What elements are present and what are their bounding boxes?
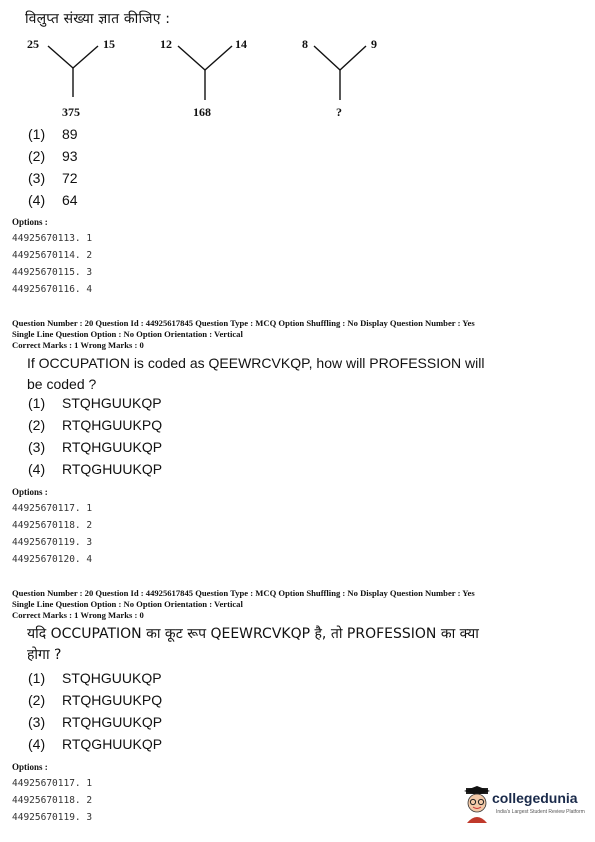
option-4: (4) 64 [28,192,78,208]
question-title: विलुप्त संख्या ज्ञात कीजिए : [25,11,171,27]
question-meta: Question Number : 20 Question Id : 44925617845 Question Type : MCQ Option Shuffling : No Display Question Number : Yes Single Line Question Option : No Option Orientation : Vertical Correct Marks : 1 Wrong Marks : 0 [12,588,475,620]
y-figure-2 [160,37,247,119]
fig1-bottom-value: 375 [62,105,80,119]
option-code: 44925670115. 3 [12,267,93,278]
fig2-right-value: 14 [235,37,247,51]
question-text: If OCCUPATION is coded as QEEWRCVKQP, how will PROFESSION will be coded ? [27,355,485,392]
option-code: 44925670119. 3 [12,537,93,548]
option-code: 44925670117. 1 [12,778,93,789]
option-2: (2) RTQHGUUKPQ [28,692,163,708]
fig1-left-value: 25 [27,37,39,51]
option-2: (2) 93 [28,148,78,164]
option-code: 44925670114. 2 [12,250,93,261]
option-code: 44925670117. 1 [12,503,93,514]
fig3-bottom-value: ? [336,105,342,119]
y-figure-1 [27,37,115,119]
student-mascot-icon [462,785,492,825]
fig3-right-value: 9 [371,37,377,51]
option-3: (3) RTQHGUUKQP [28,714,163,730]
y-figure-3 [302,37,377,119]
option-code: 44925670120. 4 [12,554,93,565]
options-label: Options : [12,217,48,227]
option-3: (3) RTQHGUUKQP [28,439,163,455]
option-4: (4) RTQGHUUKQP [28,461,163,477]
option-1: (1) STQHGUUKQP [28,670,162,686]
logo-wordmark: collegedunia [492,790,578,806]
option-3: (3) 72 [28,170,78,186]
fig3-left-value: 8 [302,37,308,51]
option-code: 44925670116. 4 [12,284,93,295]
option-1: (1) 89 [28,126,78,142]
logo-tagline: India's Largest Student Review Platform [496,809,585,815]
option-2: (2) RTQHGUUKPQ [28,417,163,433]
question-text: यदि OCCUPATION का कूट रूप QEEWRCVKQP है, तो PROFESSION का क्या होगा ? [27,626,479,663]
option-code: 44925670118. 2 [12,520,93,531]
option-code: 44925670119. 3 [12,812,93,823]
fig2-bottom-value: 168 [193,105,211,119]
question-meta: Question Number : 20 Question Id : 44925617845 Question Type : MCQ Option Shuffling : No Display Question Number : Yes Single Line Question Option : No Option Orientation : Vertical Correct Marks : 1 Wrong Marks : 0 [12,318,475,350]
option-code: 44925670113. 1 [12,233,93,244]
collegedunia-logo [462,785,592,830]
option-4: (4) RTQGHUUKQP [28,736,163,752]
missing-number-figure [0,32,595,122]
option-1: (1) STQHGUUKQP [28,395,162,411]
fig2-left-value: 12 [160,37,172,51]
fig1-right-value: 15 [103,37,115,51]
options-label: Options : [12,487,48,497]
option-code: 44925670118. 2 [12,795,93,806]
options-label: Options : [12,762,48,772]
